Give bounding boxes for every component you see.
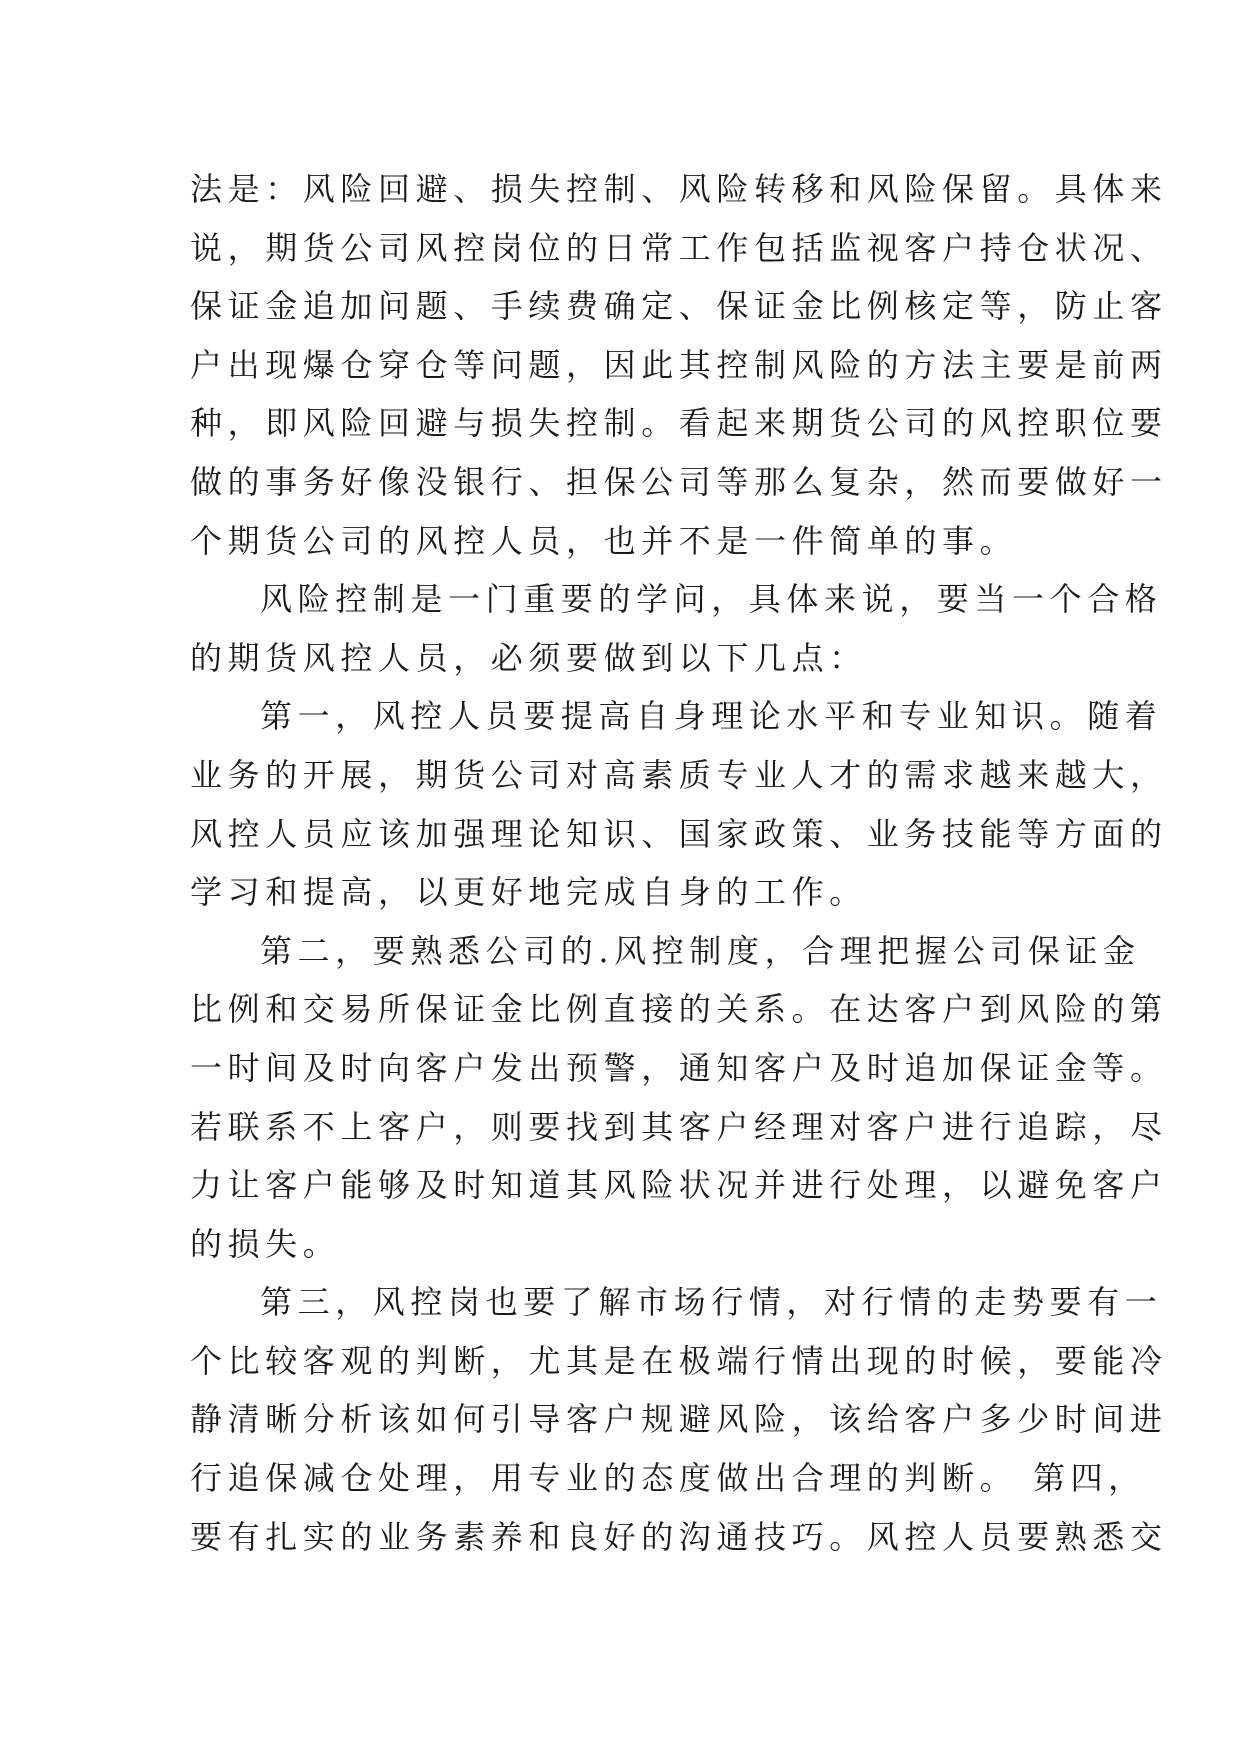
text-line: 保证金追加问题、手续费确定、保证金比例核定等，防止客: [190, 287, 1168, 326]
text-line: 若联系不上客户，则要找到其客户经理对客户进行追踪，尽: [190, 1107, 1168, 1146]
text-line: 行追保减仓处理，用专业的态度做出合理的判断。 第四，: [190, 1459, 1146, 1498]
paragraph-start-line: 第三，风控岗也要了解市场行情，对行情的走势要有一: [260, 1283, 1163, 1322]
text-line: 的损失。: [190, 1224, 341, 1263]
body-text: [190, 160, 1168, 1566]
text-line: 个比较客观的判断，尤其是在极端行情出现的时候，要能冷: [190, 1341, 1168, 1380]
text-line: 个期货公司的风控人员，也并不是一件简单的事。: [190, 521, 1018, 560]
paragraph-start-line: 第一，风控人员要提高自身理论水平和专业知识。随着: [260, 697, 1163, 736]
text-line: 户出现爆仓穿仓等问题，因此其控制风险的方法主要是前两: [190, 345, 1168, 384]
text-line: 业务的开展，期货公司对高素质专业人才的需求越来越大，: [190, 755, 1168, 794]
text-line: 一时间及时向客户发出预警，通知客户及时追加保证金等。: [190, 1048, 1168, 1087]
text-line: 风控人员应该加强理论知识、国家政策、业务技能等方面的: [190, 814, 1168, 853]
text-line: 学习和提高，以更好地完成自身的工作。: [190, 873, 867, 912]
text-line: 比例和交易所保证金比例直接的关系。在达客户到风险的第: [190, 990, 1168, 1029]
paragraph-start-line: 第二，要熟悉公司的.风控制度，合理把握公司保证金: [260, 931, 1141, 970]
text-line: 法是：风险回避、损失控制、风险转移和风险保留。具体来: [190, 170, 1168, 208]
text-line: 的期货风控人员，必须要做到以下几点：: [190, 638, 867, 677]
paragraph-start-line: 风险控制是一门重要的学问，具体来说，要当一个合格: [260, 580, 1163, 619]
text-line: 力让客户能够及时知道其风险状况并进行处理，以避免客户: [190, 1166, 1168, 1205]
text-line: 做的事务好像没银行、担保公司等那么复杂，然而要做好一: [190, 462, 1168, 501]
text-line: 说，期货公司风控岗位的日常工作包括监视客户持仓状况、: [190, 228, 1168, 267]
text-line: 静清晰分析该如何引导客户规避风险，该给客户多少时间进: [190, 1400, 1168, 1439]
text-line: 要有扎实的业务素养和良好的沟通技巧。风控人员要熟悉交: [190, 1517, 1168, 1556]
text-line: 种，即风险回避与损失控制。看起来期货公司的风控职位要: [190, 404, 1168, 443]
